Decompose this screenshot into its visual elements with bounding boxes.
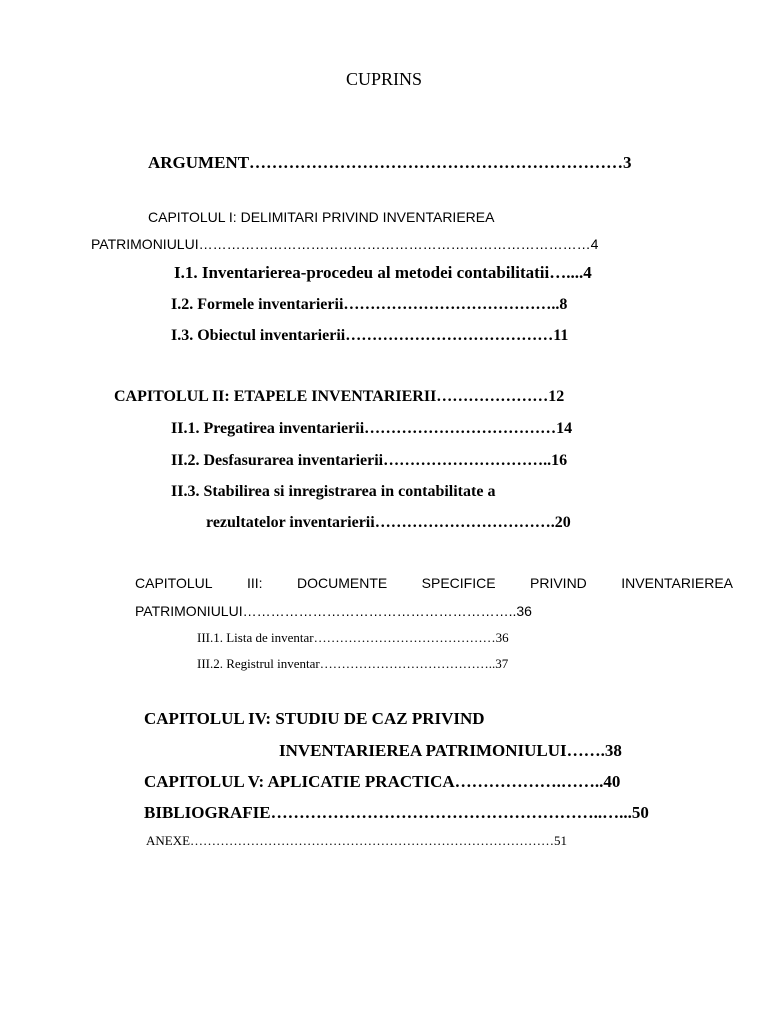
toc-entry-chapter-4-line-1: CAPITOLUL IV: STUDIU DE CAZ PRIVIND [144,709,485,728]
toc-word: PRIVIND [530,575,587,591]
toc-word: DOCUMENTE [296,575,388,591]
toc-word: SPECIFICE [421,575,496,591]
toc-entry-chapter-3-line-2: PATRIMONIULUI…………………………………………………..36 [135,603,532,619]
toc-entry-section-2-1: II.1. Pregatirea inventarierii………………………………14 [171,420,573,437]
page-title: CUPRINS [345,69,423,89]
toc-entry-section-2-3-line-2: rezultatelor inventarierii…………………………….20 [206,514,571,531]
toc-entry-argument: ARGUMENT…………………………………………………………3 [148,153,632,172]
toc-entry-chapter-2: CAPITOLUL II: ETAPELE INVENTARIERII…………………12 [114,388,565,405]
toc-entry-bibliografie: BIBLIOGRAFIE…………………………………………………..…...50 [144,803,649,822]
toc-word: CAPITOLUL [135,575,213,591]
toc-entry-chapter-1-line-1: CAPITOLUL I: DELIMITARI PRIVIND INVENTARIEREA [148,209,495,225]
toc-word: III: [246,575,263,591]
toc-entry-anexe: ANEXE…………………………………………………………………………51 [146,833,568,848]
toc-word: INVENTARIEREA [621,575,733,591]
toc-entry-chapter-1-line-2: PATRIMONIULUI…………………………………………………………………………4 [91,236,599,252]
toc-entry-section-2-3-line-1: II.3. Stabilirea si inregistrarea in contabilitate a [171,483,496,500]
toc-entry-chapter-3-line-1 [135,576,733,590]
toc-entry-section-2-2: II.2. Desfasurarea inventarierii…………………………..16 [171,452,568,469]
toc-entry-chapter-4-line-2: INVENTARIEREA PATRIMONIULUI…….38 [279,741,622,760]
toc-entry-section-1-3: I.3. Obiectul inventarierii…………………………………11 [171,327,569,344]
toc-entry-chapter-5: CAPITOLUL V: APLICATIE PRACTICA……………….……..40 [144,772,621,791]
toc-entry-section-3-2: III.2. Registrul inventar…………………………………..37 [197,656,509,671]
toc-entry-section-3-1: III.1. Lista de inventar……………………………………36 [197,630,509,645]
toc-entry-section-1-2: I.2. Formele inventarierii…………………………………..8 [171,296,568,313]
toc-entry-section-1-1: I.1. Inventarierea-procedeu al metodei contabilitatii…....4 [174,263,592,282]
